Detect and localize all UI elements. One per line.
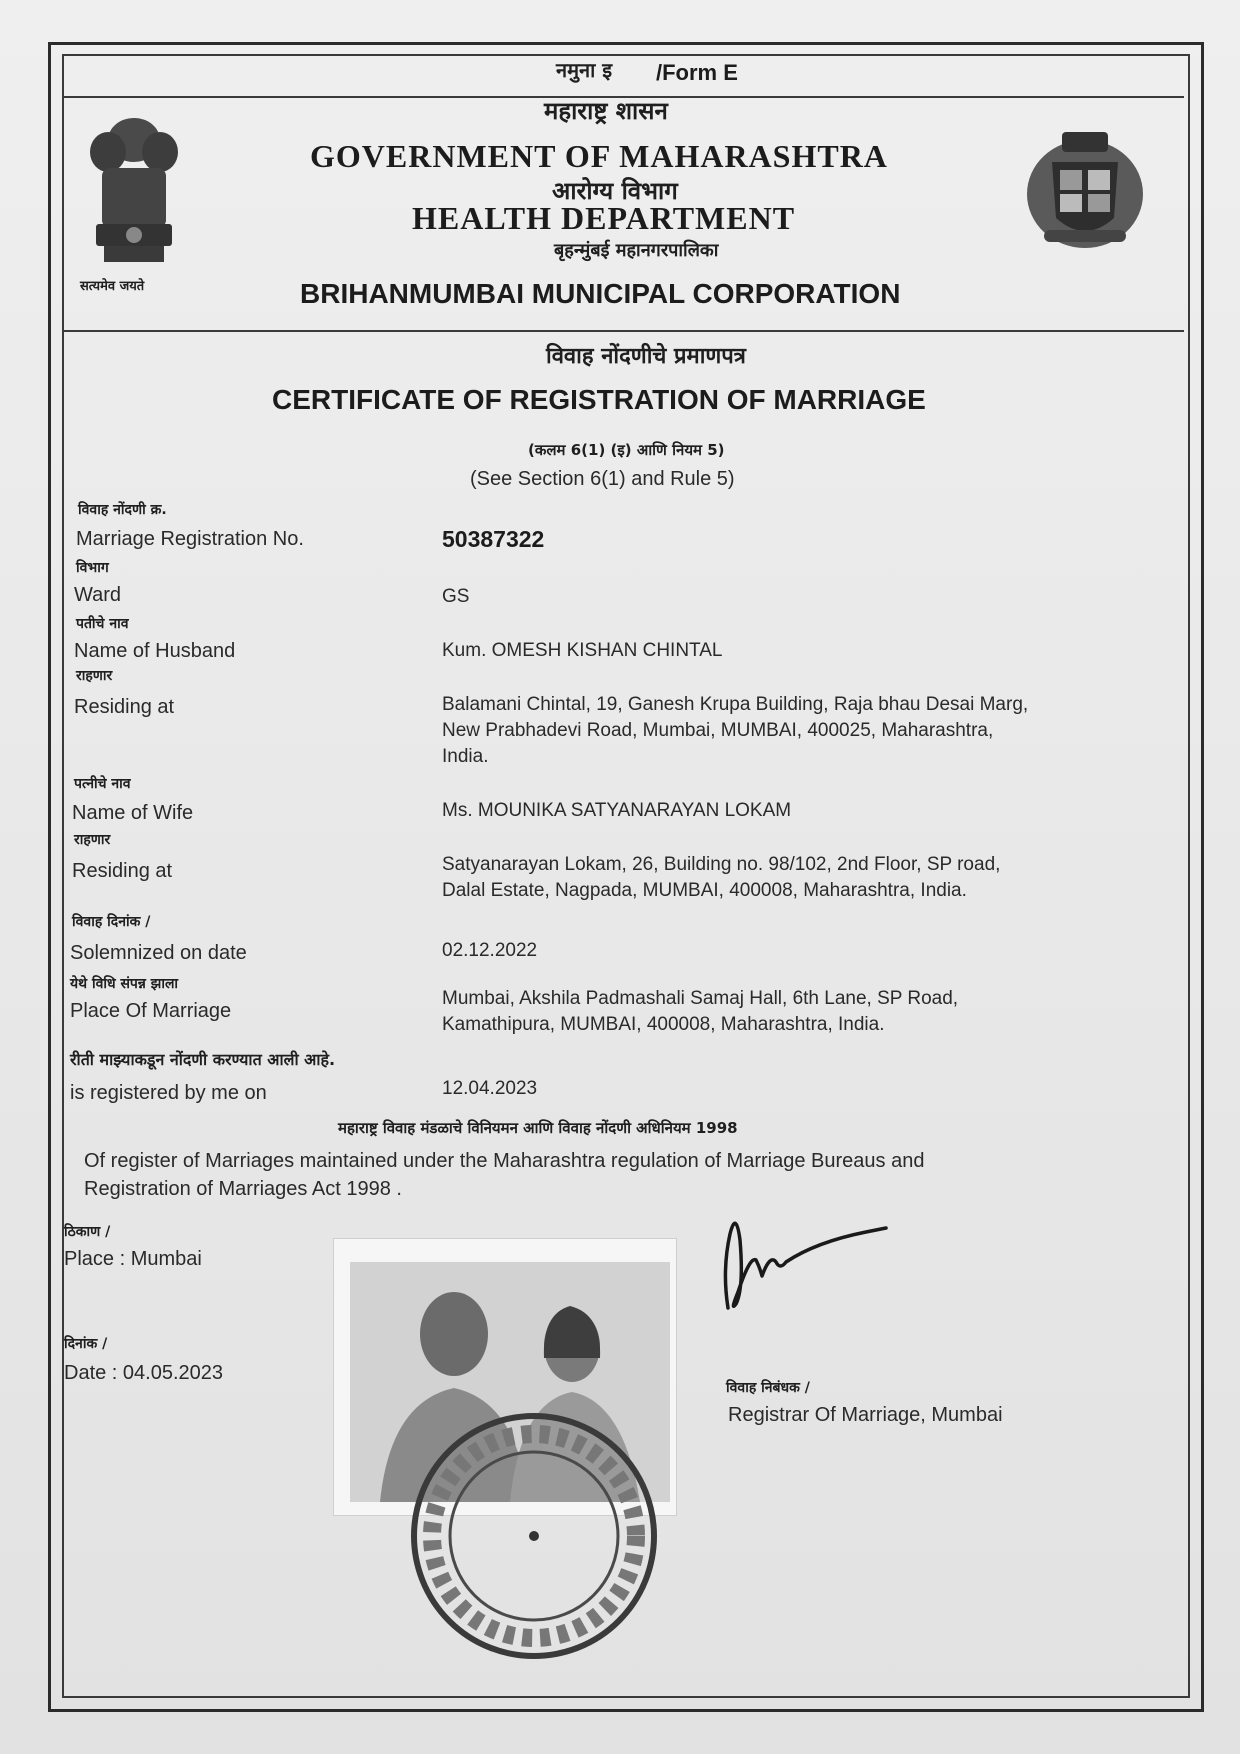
registrar-title: Registrar Of Marriage, Mumbai bbox=[728, 1404, 1003, 1426]
reg-no-value: 50387322 bbox=[442, 526, 545, 552]
husband-residence-label-devanagari: राहणार bbox=[76, 668, 113, 684]
certificate-title-devanagari: विवाह नोंदणीचे प्रमाणपत्र bbox=[546, 344, 746, 369]
registered-label-devanagari: रीती माझ्याकडून नोंदणी करण्यात आली आहे. bbox=[70, 1050, 336, 1069]
wife-address-line-2: Dalal Estate, Nagpada, MUMBAI, 400008, Maharashtra, India. bbox=[442, 880, 967, 901]
husband-name-value: Kum. OMESH KISHAN CHINTAL bbox=[442, 640, 723, 661]
department-title: HEALTH DEPARTMENT bbox=[412, 200, 796, 236]
place-marriage-label-devanagari: येथे विधि संपन्न झाला bbox=[70, 976, 179, 992]
wife-address-line-1: Satyanarayan Lokam, 26, Building no. 98/102, 2nd Floor, SP road, bbox=[442, 854, 1001, 875]
wife-name-label: Name of Wife bbox=[72, 802, 194, 824]
place-of-marriage-line-2: Kamathipura, MUMBAI, 400008, Maharashtra, India. bbox=[442, 1014, 885, 1035]
place-label-devanagari: ठिकाण / bbox=[64, 1224, 111, 1240]
reg-no-label-devanagari: विवाह नोंदणी क्र. bbox=[78, 502, 167, 518]
solemnized-label: Solemnized on date bbox=[70, 942, 247, 964]
government-title: GOVERNMENT OF MAHARASHTRA bbox=[310, 138, 888, 174]
husband-address-line-3: India. bbox=[442, 746, 489, 767]
husband-address-line-1: Balamani Chintal, 19, Ganesh Krupa Building, Raja bhau Desai Marg, bbox=[442, 694, 1029, 715]
ward-value: GS bbox=[442, 586, 470, 607]
official-stamp-icon bbox=[400, 1402, 668, 1670]
husband-label-devanagari: पतीचे नाव bbox=[76, 616, 129, 632]
national-emblem-icon bbox=[78, 112, 190, 292]
signature-icon bbox=[716, 1200, 896, 1320]
place-of-marriage-label: Place Of Marriage bbox=[70, 1000, 232, 1022]
reg-no-label: Marriage Registration No. bbox=[76, 528, 304, 550]
wife-residence-label: Residing at bbox=[72, 860, 173, 882]
department-devanagari: आरोग्य विभाग bbox=[552, 177, 678, 205]
date-label-devanagari: दिनांक / bbox=[64, 1336, 108, 1352]
husband-residence-label: Residing at bbox=[74, 696, 175, 718]
act-text-line-2: Registration of Marriages Act 1998 . bbox=[84, 1178, 402, 1200]
husband-name-label: Name of Husband bbox=[74, 640, 236, 662]
corporation-crest-icon bbox=[1022, 122, 1148, 254]
husband-address-line-2: New Prabhadevi Road, Mumbai, MUMBAI, 400025, Maharashtra, bbox=[442, 720, 994, 741]
solemnized-value: 02.12.2022 bbox=[442, 940, 538, 961]
emblem-motto: सत्यमेव जयते bbox=[80, 279, 145, 294]
corporation-devanagari: बृहन्मुंबई महानगरपालिका bbox=[554, 240, 719, 261]
wife-name-value: Ms. MOUNIKA SATYANARAYAN LOKAM bbox=[442, 800, 792, 821]
corporation-title: BRIHANMUMBAI MUNICIPAL CORPORATION bbox=[300, 278, 901, 309]
form-label: /Form E bbox=[656, 60, 738, 85]
certificate-title: CERTIFICATE OF REGISTRATION OF MARRIAGE bbox=[272, 384, 926, 415]
registered-on-label: is registered by me on bbox=[70, 1082, 267, 1104]
wife-label-devanagari: पत्नीचे नाव bbox=[74, 776, 131, 792]
ward-label: Ward bbox=[74, 584, 122, 606]
government-devanagari: महाराष्ट्र शासन bbox=[544, 97, 668, 125]
registered-on-value: 12.04.2023 bbox=[442, 1078, 538, 1099]
solemnized-label-devanagari: विवाह दिनांक / bbox=[72, 914, 151, 930]
issue-date: Date : 04.05.2023 bbox=[64, 1362, 224, 1384]
section-devanagari: (कलम 6(1) (इ) आणि नियम 5) bbox=[528, 441, 725, 459]
ward-label-devanagari: विभाग bbox=[76, 560, 109, 576]
issue-place: Place : Mumbai bbox=[64, 1248, 202, 1270]
place-of-marriage-line-1: Mumbai, Akshila Padmashali Samaj Hall, 6th Lane, SP Road, bbox=[442, 988, 959, 1009]
header-divider-bottom bbox=[64, 330, 1184, 332]
form-label-devanagari: नमुना इ bbox=[556, 58, 613, 82]
act-text-line-1: Of register of Marriages maintained under the Maharashtra regulation of Marriage Bureaus and bbox=[84, 1150, 925, 1172]
registrar-label-devanagari: विवाह निबंधक / bbox=[726, 1380, 810, 1396]
act-title-devanagari: महाराष्ट्र विवाह मंडळाचे विनियमन आणि विवाह नोंदणी अधिनियम 1998 bbox=[338, 1119, 738, 1137]
section-reference: (See Section 6(1) and Rule 5) bbox=[470, 468, 735, 490]
wife-residence-label-devanagari: राहणार bbox=[74, 832, 111, 848]
